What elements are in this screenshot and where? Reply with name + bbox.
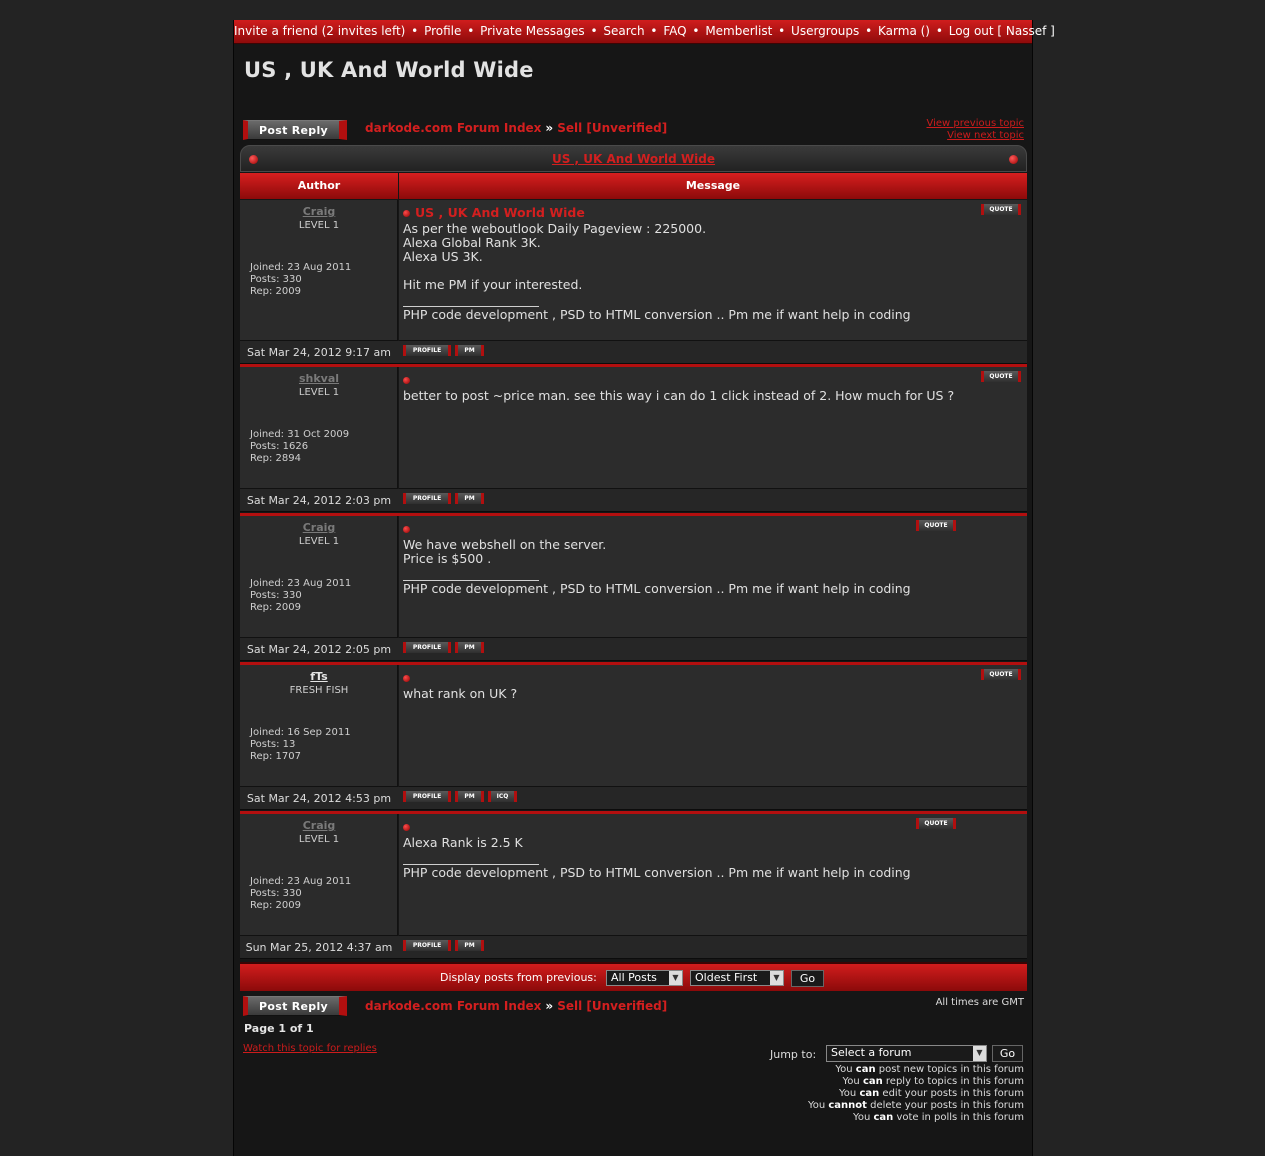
quote-button[interactable]: QUOTE	[981, 371, 1021, 382]
post-subject: US , UK And World Wide	[415, 205, 585, 220]
permission-verb: can	[873, 1112, 894, 1123]
author-post-count: Posts: 330	[250, 888, 302, 899]
message-column-header: Message	[399, 173, 1027, 199]
signature-text: PHP code development , PSD to HTML conversion .. Pm me if want help in coding	[403, 865, 911, 880]
display-label: Display posts from previous:	[440, 971, 597, 984]
permission-prefix: You	[807, 1100, 829, 1111]
author-rank: LEVEL 1	[298, 536, 340, 547]
breadcrumb-bottom	[365, 999, 667, 1013]
post-actions	[403, 940, 488, 959]
message-line: Hit me PM if your interested.	[403, 277, 583, 292]
permissions-list	[808, 1064, 1024, 1124]
post-footer	[240, 638, 1027, 661]
post	[240, 516, 1027, 660]
post	[240, 200, 1027, 363]
author-column-header: Author	[240, 173, 398, 199]
post-message-cell	[399, 516, 1027, 638]
quote-button[interactable]: QUOTE	[916, 818, 956, 829]
permission-line	[808, 1088, 1024, 1100]
post-author-cell	[240, 814, 398, 936]
post-actions	[403, 345, 488, 364]
display-options-bar	[240, 962, 1027, 991]
post-footer	[240, 936, 1027, 959]
profile-button[interactable]: PROFILE	[403, 940, 451, 951]
next-topic-link[interactable]: View next topic	[947, 130, 1024, 141]
nav-pm-link[interactable]: Private Messages	[480, 24, 585, 38]
author-name-link[interactable]: shkval	[298, 372, 340, 385]
post-footer	[240, 489, 1027, 512]
post-date: Sun Mar 25, 2012 4:37 am	[245, 941, 393, 954]
posts-period-select[interactable]	[606, 970, 683, 986]
chevron-down-icon: ▼	[669, 971, 682, 985]
author-name-link[interactable]: fTs	[310, 670, 328, 683]
chevron-down-icon: ▼	[770, 971, 783, 985]
nav-separator: •	[935, 24, 943, 38]
table-header	[240, 173, 1027, 199]
profile-button[interactable]: PROFILE	[403, 493, 451, 504]
post-message-cell	[399, 200, 1027, 341]
nav-memberlist-link[interactable]: Memberlist	[705, 24, 773, 38]
post-icon	[403, 824, 410, 831]
chevron-down-icon: ▼	[973, 1046, 986, 1061]
topic-title-bar	[240, 145, 1027, 172]
profile-button[interactable]: PROFILE	[403, 791, 451, 802]
message-line	[403, 264, 1003, 278]
message-line: what rank on UK ?	[403, 686, 518, 701]
nav-usergroups-link[interactable]: Usergroups	[791, 24, 860, 38]
page-title: US , UK And World Wide	[244, 58, 534, 82]
post-author-cell	[240, 200, 398, 341]
post-icon	[403, 526, 410, 533]
message-body	[403, 522, 1003, 596]
message-line: We have webshell on the server.	[403, 537, 607, 552]
message-body	[403, 373, 1003, 403]
message-body	[403, 671, 1003, 701]
posts-period-value: All Posts	[611, 971, 657, 984]
breadcrumb-arrow: »	[545, 999, 554, 1013]
post-reply-button-bottom[interactable]: Post Reply	[243, 996, 347, 1016]
author-joined: Joined: 31 Oct 2009	[250, 429, 350, 440]
post	[240, 665, 1027, 809]
permission-verb: can	[855, 1064, 876, 1075]
post-message-cell	[399, 665, 1027, 787]
nav-invite-link[interactable]: Invite a friend (2 invites left)	[234, 24, 406, 38]
message-line: Alexa Global Rank 3K.	[403, 235, 541, 250]
quote-button[interactable]: QUOTE	[916, 520, 956, 531]
breadcrumb-index-link[interactable]: darkode.com Forum Index	[365, 999, 542, 1013]
author-rep: Rep: 1707	[250, 751, 301, 762]
post-message-cell	[399, 367, 1027, 489]
permission-suffix: delete your posts in this forum	[866, 1100, 1024, 1111]
nav-separator: •	[865, 24, 873, 38]
page-wrapper	[233, 20, 1055, 1156]
previous-topic-link[interactable]: View previous topic	[926, 118, 1024, 129]
profile-button[interactable]: PROFILE	[403, 642, 451, 653]
message-line: better to post ~price man. see this way i can do 1 click instead of 2. How much for US ?	[403, 388, 955, 403]
nav-profile-link[interactable]: Profile	[424, 24, 462, 38]
post-date: Sat Mar 24, 2012 4:53 pm	[246, 792, 392, 805]
permission-line	[808, 1076, 1024, 1088]
author-joined: Joined: 23 Aug 2011	[250, 262, 352, 273]
permission-verb: can	[862, 1076, 883, 1087]
post-actions	[403, 642, 488, 661]
timezone-note: All times are GMT	[935, 997, 1024, 1008]
post-reply-button[interactable]: Post Reply	[243, 120, 347, 140]
message-line: As per the weboutlook Daily Pageview : 225000.	[403, 221, 707, 236]
author-name-link[interactable]: Craig	[302, 521, 336, 534]
author-rep: Rep: 2894	[250, 453, 301, 464]
author-rank: LEVEL 1	[298, 220, 340, 231]
pm-button[interactable]: PM	[455, 642, 484, 653]
author-post-count: Posts: 13	[250, 739, 296, 750]
nav-karma-link[interactable]: Karma ()	[878, 24, 930, 38]
author-name-link[interactable]: Craig	[302, 205, 336, 218]
pm-button[interactable]: PM	[455, 791, 484, 802]
nav-separator: •	[467, 24, 475, 38]
author-name-link[interactable]: Craig	[302, 819, 336, 832]
topic-title-link[interactable]: US , UK And World Wide	[551, 152, 716, 166]
post	[240, 367, 1027, 511]
breadcrumb	[365, 121, 667, 135]
permission-prefix: You	[842, 1076, 863, 1087]
author-joined: Joined: 23 Aug 2011	[250, 578, 352, 589]
post-actions	[403, 791, 521, 810]
permission-suffix: reply to topics in this forum	[882, 1076, 1024, 1087]
message-line: Price is $500 .	[403, 551, 492, 566]
author-joined: Joined: 16 Sep 2011	[250, 727, 351, 738]
watch-topic-link[interactable]: Watch this topic for replies	[243, 1043, 377, 1054]
breadcrumb-index-link[interactable]: darkode.com Forum Index	[365, 121, 542, 135]
message-line: Alexa Rank is 2.5 K	[403, 835, 523, 850]
pm-button[interactable]: PM	[455, 493, 484, 504]
permission-suffix: post new topics in this forum	[875, 1064, 1024, 1075]
author-stats	[250, 876, 351, 912]
page-number: Page 1 of 1	[244, 1022, 314, 1035]
author-stats	[250, 578, 351, 614]
post-date: Sat Mar 24, 2012 2:03 pm	[246, 494, 392, 507]
nav-separator: •	[692, 24, 700, 38]
nav-faq-link[interactable]: FAQ	[663, 24, 687, 38]
post-author-cell	[240, 367, 398, 489]
pm-button[interactable]: PM	[455, 940, 484, 951]
icq-button[interactable]: ICQ	[488, 791, 517, 802]
message-line: Alexa US 3K.	[403, 249, 483, 264]
sort-order-value: Oldest First	[695, 971, 758, 984]
author-stats	[250, 727, 351, 763]
nav-search-link[interactable]: Search	[603, 24, 645, 38]
breadcrumb-arrow: »	[545, 121, 554, 135]
breadcrumb-forum-link[interactable]: Sell [Unverified]	[557, 121, 668, 135]
signature-text: PHP code development , PSD to HTML conversion .. Pm me if want help in coding	[403, 581, 911, 596]
author-post-count: Posts: 330	[250, 590, 302, 601]
message-body	[403, 206, 1003, 322]
nav-separator: •	[590, 24, 598, 38]
bullet-icon	[1009, 155, 1018, 164]
permission-verb: cannot	[828, 1100, 867, 1111]
nav-separator: •	[650, 24, 658, 38]
post-date: Sat Mar 24, 2012 9:17 am	[247, 346, 391, 359]
post-icon	[403, 210, 410, 217]
post-author-cell	[240, 516, 398, 638]
profile-button[interactable]: PROFILE	[403, 345, 451, 356]
jump-go-button[interactable]: Go	[992, 1045, 1023, 1062]
post-icon	[403, 675, 410, 682]
permission-verb: can	[859, 1088, 880, 1099]
author-rep: Rep: 2009	[250, 286, 301, 297]
permission-line	[808, 1100, 1024, 1112]
top-navigation	[234, 20, 1055, 44]
post-date: Sat Mar 24, 2012 2:05 pm	[246, 643, 392, 656]
post-message-cell	[399, 814, 1027, 936]
nav-logout-link[interactable]: Log out [ Nassef ]	[948, 24, 1055, 38]
nav-separator: •	[411, 24, 419, 38]
post-author-cell	[240, 665, 398, 787]
permission-line	[808, 1112, 1024, 1124]
message-body	[403, 820, 1003, 880]
quote-button[interactable]: QUOTE	[981, 204, 1021, 215]
pm-button[interactable]: PM	[455, 345, 484, 356]
author-rank: LEVEL 1	[298, 834, 340, 845]
jump-to-label: Jump to:	[770, 1048, 817, 1061]
display-go-button[interactable]: Go	[791, 970, 824, 987]
permission-prefix: You	[853, 1112, 874, 1123]
author-rep: Rep: 2009	[250, 900, 301, 911]
post-footer	[240, 341, 1027, 364]
breadcrumb-forum-link[interactable]: Sell [Unverified]	[557, 999, 668, 1013]
post-icon	[403, 377, 410, 384]
jump-forum-value: Select a forum	[831, 1046, 912, 1059]
quote-button[interactable]: QUOTE	[981, 669, 1021, 680]
permission-prefix: You	[839, 1088, 860, 1099]
topic-navigation	[926, 118, 1024, 142]
jump-forum-select[interactable]	[826, 1045, 987, 1062]
author-post-count: Posts: 1626	[250, 441, 309, 452]
post-actions	[403, 493, 488, 512]
permission-prefix: You	[835, 1064, 856, 1075]
signature-text: PHP code development , PSD to HTML conversion .. Pm me if want help in coding	[403, 307, 911, 322]
permission-line	[808, 1064, 1024, 1076]
permission-suffix: edit your posts in this forum	[879, 1088, 1024, 1099]
author-rank: LEVEL 1	[298, 387, 340, 398]
author-stats	[250, 429, 349, 465]
author-rank: FRESH FISH	[289, 685, 349, 696]
sort-order-select[interactable]	[690, 970, 784, 986]
author-post-count: Posts: 330	[250, 274, 302, 285]
nav-separator: •	[778, 24, 786, 38]
author-joined: Joined: 23 Aug 2011	[250, 876, 352, 887]
post-footer	[240, 787, 1027, 810]
permission-suffix: vote in polls in this forum	[893, 1112, 1024, 1123]
author-rep: Rep: 2009	[250, 602, 301, 613]
author-stats	[250, 262, 351, 298]
post	[240, 814, 1027, 958]
